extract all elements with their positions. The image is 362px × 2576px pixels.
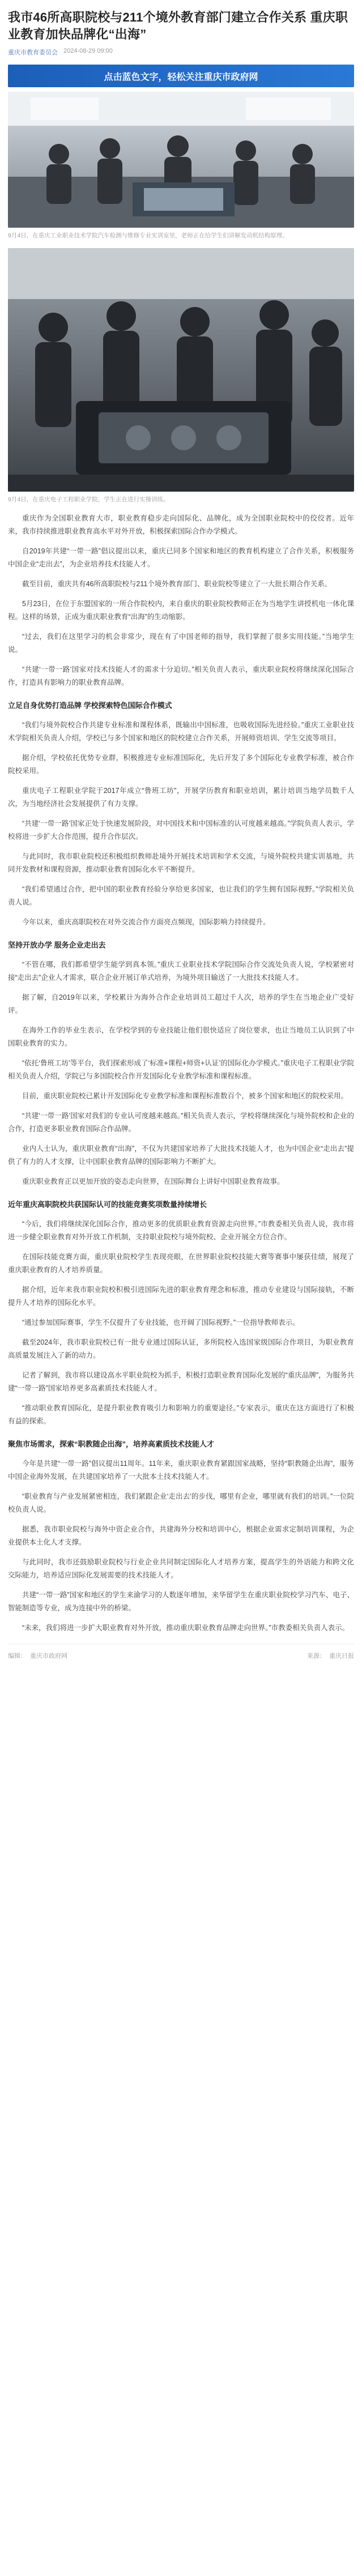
- figure-1-caption: 9月4日，在重庆工业职业技术学院汽车检测与维修专业实训室里，老师正在给学生们讲解发动机结构原理。: [8, 232, 288, 239]
- figure-2: [8, 248, 354, 504]
- paragraph: 今年以来，重庆高职院校在对外交流合作方面亮点频现，国际影响力持续提升。: [22, 918, 270, 926]
- paragraph: 据介绍，学校依托优势专业群，积极推进专业标准国际化，先后开发了多个国际化专业教学标准，被合作院校采用。: [8, 754, 354, 775]
- paragraph: “不管在哪，我们都希望学生能学到真本领。”重庆工业职业技术学院国际合作交流处负责人说，学校紧密对接“走出去”企业人才需求，联合企业开展订单式培养，为境外项目输送了一大批技术技能人才。: [8, 961, 354, 982]
- section-heading-2: 坚持开放办学 服务企业走出去: [8, 941, 106, 949]
- paragraph: 截至目前，重庆共有46所高职院校与211个境外教育部门、职业院校等建立了一大批长期合作关系。: [22, 580, 332, 588]
- paragraph: 目前，重庆职业院校已累计开发国际化专业教学标准和课程标准数百个，被多个国家和地区的院校采用。: [22, 1092, 348, 1100]
- paragraph: “过去，我们在这里学习的机会非常少，现在有了中国老师的指导，我们掌握了很多实用技能。”当地学生说。: [8, 633, 354, 654]
- paragraph: 今年是共建“一带一路”倡议提出11周年。11年来，重庆职业教育紧跟国家战略，坚持“职教随企出海”，服务中国企业海外发展，在共建国家培养了一大批本土技术技能人才。: [8, 1460, 354, 1481]
- paragraph: 记者了解到，我市将以建设高水平职业院校为抓手，积极打造职业教育国际化发展的“重庆品牌”，为服务共建“一带一路”国家培养更多高素质技术技能人才。: [8, 1371, 354, 1392]
- paragraph: 重庆电子工程职业学院于2017年成立“鲁班工坊”，开展学历教育和职业培训，累计培训当地学员数千人次，为当地经济社会发展提供了有力支撑。: [8, 787, 354, 808]
- paragraph: 在海外工作的毕业生表示，在学校学到的专业技能让他们很快适应了岗位要求，也让当地员工认识到了中国职业教育的实力。: [8, 1026, 354, 1047]
- paragraph: “今后，我们将继续深化国际合作，推动更多的优质职业教育资源走向世界。”市教委相关负责人说，我市将进一步健全职业教育对外开放工作机制，支持职业院校与境外院校、企业开展全方位合作。: [8, 1220, 354, 1241]
- paragraph: 截至2024年，我市职业院校已有一批专业通过国际认证，多所院校入选国家级国际合作项目，为职业教育高质量发展注入了新的动力。: [8, 1338, 354, 1359]
- article-footer: [8, 1644, 354, 1660]
- figure-1: [8, 92, 354, 240]
- article-body: [8, 512, 354, 1635]
- paragraph: “共建‘一带一路’国家正处于快速发展阶段，对中国技术和中国标准的认可度越来越高。”学院负责人表示，学校将进一步扩大合作范围，提升合作层次。: [8, 820, 354, 841]
- paragraph: “共建‘一带一路’国家对我们的专业认可度越来越高。”相关负责人表示，学校将继续深化与境外院校和企业的合作，打造更多职业教育国际合作品牌。: [8, 1112, 354, 1133]
- article-meta: [8, 48, 354, 57]
- paragraph: “我们与境外院校合作共建专业标准和课程体系，既输出中国标准，也吸收国际先进经验。”重庆工业职业技术学院相关负责人介绍，学校已与多个国家和地区的院校建立合作关系，开展师资培训、学生交流等项目。: [8, 721, 354, 742]
- paragraph: “推动职业教育国际化，是提升职业教育吸引力和影响力的重要途径。”专家表示，重庆在这方面进行了积极有益的探索。: [8, 1404, 354, 1425]
- editor-line: [8, 1651, 67, 1660]
- paragraph: “通过参加国际赛事，学生不仅提升了专业技能，也开阔了国际视野。”一位指导教师表示。: [22, 1319, 300, 1327]
- figure-2-caption: 9月4日，在重庆电子工程职业学院，学生正在进行实操训练。: [8, 496, 169, 503]
- paragraph: 在国际技能竞赛方面，重庆职业院校学生表现亮眼，在世界职业院校技能大赛等赛事中屡获佳绩，展现了重庆职业教育的人才培养质量。: [8, 1253, 354, 1274]
- source-line: [307, 1651, 354, 1660]
- paragraph: “未来，我们将进一步扩大职业教育对外开放，推动重庆职业教育品牌走向世界。”市教委相关负责人表示。: [22, 1624, 350, 1632]
- meta-source[interactable]: 重庆市教育委员会: [8, 49, 58, 56]
- section-heading-4: 聚焦市场需求，探索“职教随企出海”，培养高素质技术技能人才: [8, 1440, 215, 1448]
- photo-classroom-image: [8, 92, 354, 228]
- photo-engine-workshop: [8, 248, 354, 492]
- editor-name: 重庆市政府网: [30, 1653, 67, 1660]
- photo-engine-workshop-image: [8, 248, 354, 492]
- photo-classroom: [8, 92, 354, 228]
- meta-date: 2024-08-29 09:00: [63, 48, 113, 54]
- section-heading-3: 近年重庆高职院校共获国际认可的技能竞赛奖项数量持续增长: [8, 1200, 207, 1209]
- paragraph: 重庆职业教育正以更加开放的姿态走向世界，在国际舞台上讲好中国职业教育故事。: [22, 1178, 284, 1185]
- section-heading-1: 立足自身优势打造品牌 学校探索特色国际合作模式: [8, 701, 172, 710]
- follow-banner[interactable]: 点击蓝色文字，轻松关注重庆市政府网: [8, 65, 354, 87]
- paragraph: 5月23日，在位于东盟国家的一所合作院校内，来自重庆的职业院校教师正在为当地学生讲授机电一体化课程。这样的场景，正成为重庆职业教育“出海”的生动缩影。: [8, 600, 354, 621]
- paragraph: 自2019年共建“一带一路”倡议提出以来，重庆已同多个国家和地区的教育机构建立了合作关系，积极服务中国企业“走出去”，为企业培养技术技能人才。: [8, 547, 354, 568]
- paragraph: “依托‘鲁班工坊’等平台，我们探索形成了‘标准+课程+师资+认证’的国际化办学模式。”重庆电子工程职业学院相关负责人介绍，学院已与多国院校合作开发国际化专业教学标准和课程标准。: [8, 1059, 354, 1080]
- paragraph: 重庆作为全国职业教育大市，职业教育稳步走向国际化、品牌化，成为全国职业院校中的佼佼者。近年来，我市持续推进职业教育高水平对外开放，积极探索国际合作办学模式。: [8, 514, 354, 535]
- paragraph: 共建“一带一路”国家和地区的学生来渝学习的人数逐年增加，来华留学生在重庆职业院校学习汽车、电子、智能制造等专业，成为连接中外的桥梁。: [8, 1591, 354, 1612]
- paragraph: “我们希望通过合作，把中国的职业教育经验分享给更多国家，也让我们的学生拥有国际视野。”学院相关负责人说。: [8, 885, 354, 906]
- paragraph: 据了解，自2019年以来，学校累计为海外合作企业培训员工超过千人次，培养的学生在当地企业广受好评。: [8, 993, 354, 1014]
- article-title: 我市46所高职院校与211个境外教育部门建立合作关系 重庆职业教育加快品牌化“出海”: [8, 10, 348, 41]
- paragraph: 与此同时，我市职业院校还积极组织教师赴境外开展技术培训和学术交流，与境外院校共建实训基地，共同开发教材和课程资源，推动职业教育国际化水平不断提升。: [8, 852, 354, 873]
- paragraph: 业内人士认为，重庆职业教育“出海”，不仅为共建国家培养了大批技术技能人才，也为中国企业“走出去”提供了有力的人才支撑，让中国职业教育品牌的国际影响力不断扩大。: [8, 1145, 354, 1166]
- paragraph: 据介绍，近年来我市职业院校积极引进国际先进的职业教育理念和标准，推动专业建设与国际接轨，不断提升人才培养的国际化水平。: [8, 1286, 354, 1307]
- editor-label: 编辑：: [8, 1653, 27, 1660]
- source-label: 来源：: [307, 1653, 326, 1660]
- source-name: 重庆日报: [329, 1653, 354, 1660]
- paragraph: “职业教育与产业发展紧密相连，我们紧跟企业‘走出去’的步伐，哪里有企业，哪里就有我们的培训。”一位院校负责人说。: [8, 1492, 354, 1513]
- paragraph: “共建‘一带一路’国家对技术技能人才的需求十分迫切。”相关负责人表示，重庆职业院校将继续深化国际合作，打造具有影响力的职业教育品牌。: [8, 666, 354, 686]
- paragraph: 与此同时，我市还鼓励职业院校与行业企业共同制定国际化人才培养方案，提高学生的外语能力和跨文化交际能力，培养适应国际化发展需要的技术技能人才。: [8, 1558, 354, 1579]
- paragraph: 据悉，我市职业院校与海外中资企业合作，共建海外分校和培训中心，根据企业需求定制培训课程，为企业提供本土化人才支撑。: [8, 1525, 354, 1546]
